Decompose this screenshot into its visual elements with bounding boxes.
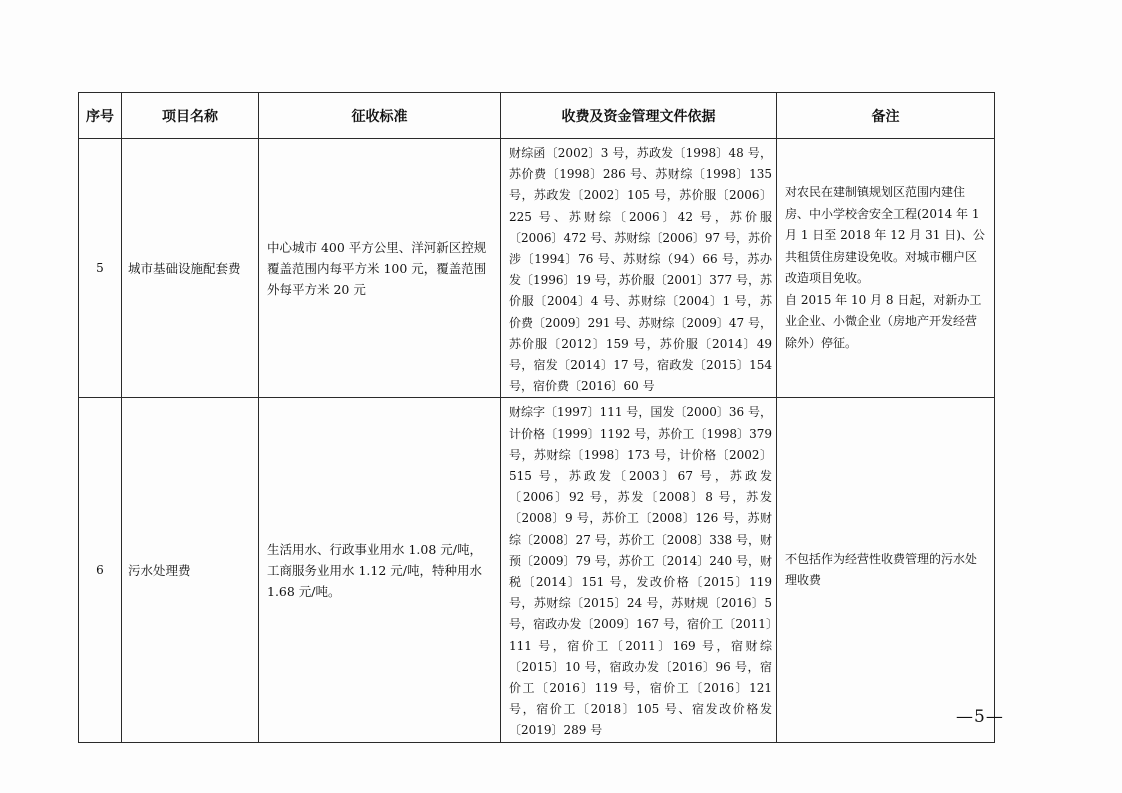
header-basis: 收费及资金管理文件依据 [501,93,777,139]
project-name: 污水处理费 [122,398,259,742]
document-basis-text: 财综函〔2002〕3 号，苏政发〔1998〕48 号，苏价费〔1998〕286 号、苏财综〔1998〕135 号，苏政发〔2002〕105 号，苏价服〔2006〕225 号、苏财综〔2006〕42 号，苏价服〔2006〕472 号、苏财综〔2006〕97 号，苏价涉〔1994〕76 号、苏财综（94）66 号，苏办发〔1996〕19 号，苏价服〔2001〕377 号，苏价服〔2004〕4 号、苏财综〔2004〕1 号，苏价费〔2009〕291 号、苏财综〔2009〕47 号，苏价服〔2012〕159 号，苏价服〔2014〕49 号，宿发〔2014〕17 号，宿政发〔2015〕154 号，宿价费〔2016〕60 号 [509,146,772,394]
header-standard: 征收标准 [259,93,501,139]
remark-line: 自 2015 年 10 月 8 日起，对新办工业企业、小微企业（房地产开发经营除外）停征。 [785,292,982,350]
remark [777,398,995,742]
table-row [79,139,995,398]
fee-standard: 生活用水、行政事业用水 1.08 元/吨，工商服务业用水 1.12 元/吨，特种用水 1.68 元/吨。 [259,398,501,742]
document-basis [501,139,777,398]
remark-line: 对农民在建制镇规划区范围内建住房、中小学校舍安全工程(2014 年 1 月 1 日至 2018 年 12 月 31 日)、公共租赁住房建设免收。对城市棚户区改造项目免收。 [785,185,985,286]
table-header-row [79,93,995,139]
document-basis [501,398,777,742]
fee-table [78,92,995,743]
remark [777,139,995,398]
header-remark: 备注 [777,93,995,139]
row-number: 6 [79,398,122,742]
header-name: 项目名称 [122,93,259,139]
table-row [79,398,995,742]
document-basis-text: 财综字〔1997〕111 号，国发〔2000〕36 号，计价格〔1999〕1192 号，苏价工〔1998〕379 号，苏财综〔1998〕173 号，计价格〔2002〕515 号，苏政发〔2003〕67 号，苏政发〔2006〕92 号，苏发〔2008〕8 号，苏发〔2008〕9 号，苏价工〔2008〕126 号，苏财综〔2008〕27 号，苏价工〔2008〕338 号，财预〔2009〕79 号，苏价工〔2014〕240 号，财税〔2014〕151 号，发改价格〔2015〕119 号，苏财综〔2015〕24 号，苏财规〔2016〕5 号，宿政办发〔2009〕167 号，宿价工〔2011〕111 号，宿价工〔2011〕169 号，宿财综〔2015〕10 号，宿政办发〔2016〕96 号，宿价工〔2016〕119 号，宿价工〔2016〕121 号，宿价工〔2018〕105 号、宿发改价格发〔2019〕289 号 [509,405,772,738]
fee-standard: 中心城市 400 平方公里、洋河新区控规覆盖范围内每平方米 100 元，覆盖范围外每平方米 20 元 [259,139,501,398]
remark-line: 不包括作为经营性收费管理的污水处理收费 [785,551,978,588]
project-name: 城市基础设施配套费 [122,139,259,398]
row-number: 5 [79,139,122,398]
page-number: —5— [956,707,1004,727]
header-no: 序号 [79,93,122,139]
